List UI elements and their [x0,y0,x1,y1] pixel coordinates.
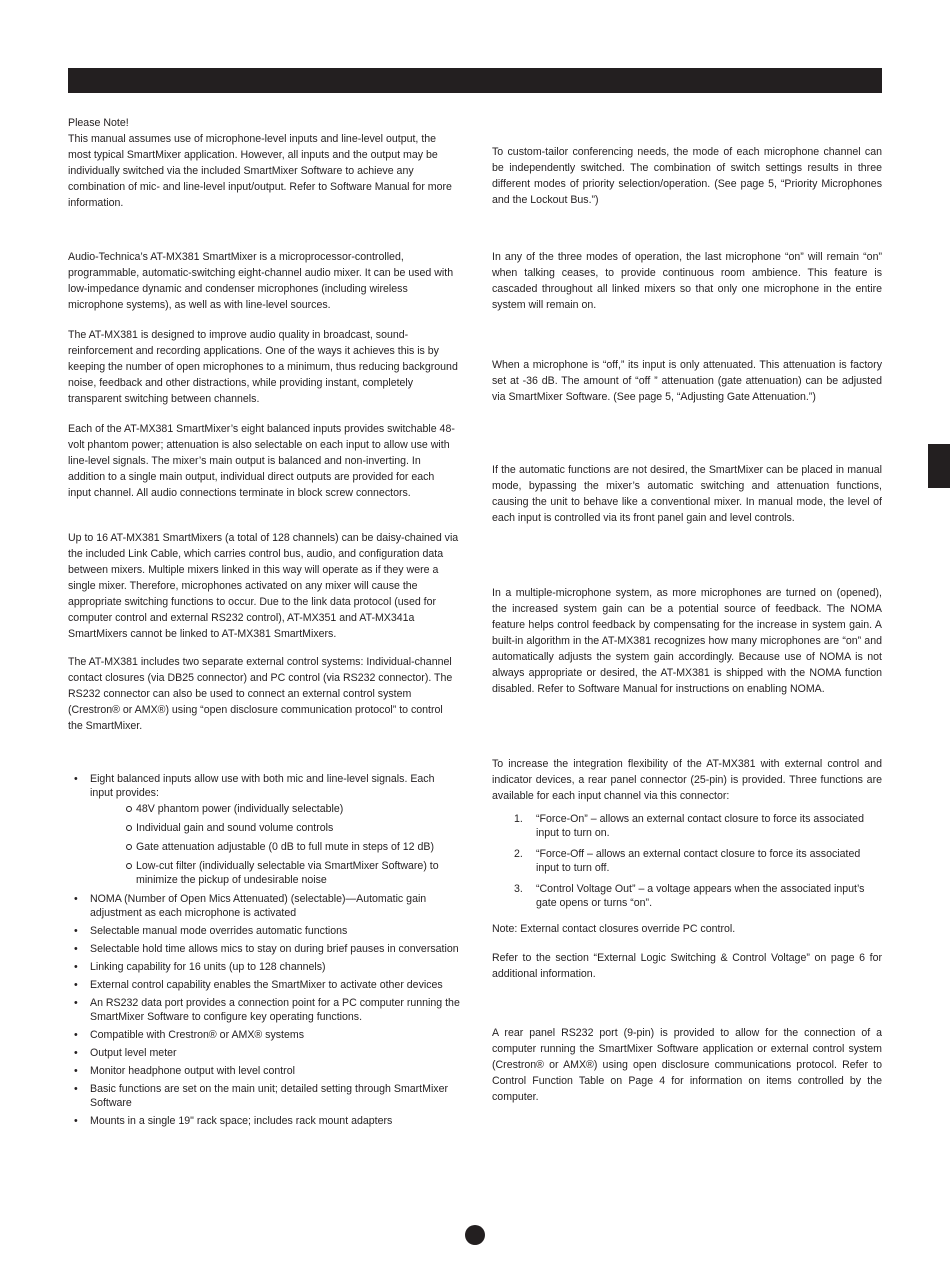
feature-subitem: Low-cut filter (individually selectable via SmartMixer Software) to minimize the pickup of undesirable noise [125,859,460,887]
override-note: Note: External contact closures override PC control. [492,923,736,935]
rs232-paragraph: A rear panel RS232 port (9-pin) is provided to allow for the connection of a computer running the SmartMixer Software application or external control system (Crestron® or AMX®) using open disclosure communications protocol. Refer to Control Function Table on Page 4 for information on items controlled by the computer. [492,1027,882,1103]
feature-item: • NOMA (Number of Open Mics Attenuated) (selectable)—Automatic gain adjustment as each microphone is activated [68,892,460,920]
inputs-paragraph: Each of the AT-MX381 SmartMixer’s eight balanced inputs provides switchable 48-volt phantom power; attenuation is also selectable on each input to allow use with line-level signals. The mixer’s main output is balanced and non-inverting. In addition to a single main output, individual direct outputs are provided for each input channel. All audio connections terminate in block screw connectors. [68,423,455,499]
function-item: 1. “Force-On” – allows an external contact closure to force its associated input to turn on. [514,813,864,839]
last-mic-paragraph: In any of the three modes of operation, the last microphone “on” will remain “on” when talking ceases, to provide continuous room ambience. This feature is cascaded throughout all linked mixers so that only one microphone in the entire system will remain on. [492,251,882,311]
feature-item: • Eight balanced inputs allow use with both mic and line-level signals. Each input provides: 48V phantom power (individually selectable) Individual gain and sound volume controls Gate attenuation adjustable (0 dB to full mute in steps of 12 dB) Low-cut filter (individually selectable via SmartMixer Software) to minimize the pickup of undesirable noise [68,772,460,887]
note-heading: Please Note! [68,117,129,129]
noma-paragraph: In a multiple-microphone system, as more microphones are turned on (opened), the increased system gain can be a potential source of feedback. The NOMA feature helps control feedback by compensating for the increase in system gain. A built-in algorithm in the AT-MX381 recognizes how many microphones are “on” and automatically adjusts the system gain accordingly. Because use of NOMA is not always appropriate or desired, the AT-MX381 is shipped with the NOMA function disabled. Refer to Software Manual for instructions on enabling NOMA. [492,587,882,695]
design-paragraph: The AT-MX381 is designed to improve audio quality in broadcast, sound-reinforcement and recording applications. One of the ways it achieves this is by keeping the number of open microphones to a minimum, thus reducing background noise, feedback and other distractions, while providing instant, completely transparent switching between channels. [68,329,458,405]
refer-paragraph: Refer to the section “External Logic Switching & Control Voltage” on page 6 for additional information. [492,952,882,980]
feature-item: • Output level meter [68,1046,460,1060]
function-item: 3. “Control Voltage Out” – a voltage appears when the associated input’s gate opens or turns “on”. [514,883,865,909]
feature-item: • Selectable manual mode overrides automatic functions [68,924,460,938]
feature-item: • Compatible with Crestron® or AMX® systems [68,1028,460,1042]
priority-paragraph: To custom-tailor conferencing needs, the mode of each microphone channel can be independently switched. The combination of switch settings results in three different modes of priority selection/operation. (See page 5, “Priority Microphones and the Lockout Bus.”) [492,146,882,206]
feature-subitem: Gate attenuation adjustable (0 dB to full mute in steps of 12 dB) [125,840,460,854]
section-tab [928,444,950,488]
attenuation-paragraph: When a microphone is “off,” its input is only attenuated. This attenuation is factory set at -36 dB. The amount of “off ” attenuation (gate attenuation) can be adjusted via SmartMixer Software. (See page 5, “Adjusting Gate Attenuation.”) [492,359,882,403]
function-item: 2. “Force-Off – allows an external contact closure to force its associated input to turn off. [514,848,861,874]
feature-item: • Selectable hold time allows mics to stay on during brief pauses in conversation [68,942,460,956]
features-list [68,772,460,1132]
feature-item: • Mounts in a single 19" rack space; includes rack mount adapters [68,1114,460,1128]
feature-item: • Linking capability for 16 units (up to 128 channels) [68,960,460,974]
please-note-block [68,115,460,211]
feature-item: • Monitor headphone output with level control [68,1064,460,1078]
intro-paragraph: Audio-Technica’s AT-MX381 SmartMixer is a microprocessor-controlled, programmable, automatic-switching eight-channel audio mixer. It can be used with low-impedance dynamic and condenser microphones (including wireless microphone systems), as well as with line-level sources. [68,251,454,311]
feature-subitem: Individual gain and sound volume controls [125,821,460,835]
control-paragraph: The AT-MX381 includes two separate external control systems: Individual-channel contact closures (via DB25 connector) and PC control (via RS232 connector). The RS232 connector can also be used to connect an external control system (Crestron® or AMX®) using “open disclosure communication protocol” to control the SmartMixer. [68,656,453,732]
feature-subitem: 48V phantom power (individually selectable) [125,802,460,816]
feature-item: • An RS232 data port provides a connection point for a PC computer running the SmartMixer Software to configure key operating functions. [68,996,460,1024]
page-number-dot [465,1225,485,1245]
feature-item: • Basic functions are set on the main unit; detailed setting through SmartMixer Software [68,1082,460,1110]
functions-list [492,812,882,917]
header-bar [68,68,882,93]
manual-mode-paragraph: If the automatic functions are not desired, the SmartMixer can be placed in manual mode, bypassing the mixer’s automatic switching and attenuation functions, causing the unit to behave like a conventional mixer. In manual mode, the level of each input is controlled via its front panel gain and level controls. [492,464,882,524]
linking-paragraph: Up to 16 AT-MX381 SmartMixers (a total of 128 channels) can be daisy-chained via the included Link Cable, which carries control bus, audio, and configuration data between mixers. Multiple mixers linked in this way will operate as if they were a single mixer. Therefore, microphones activated on any mixer will cause the appropriate switching functions to occur. Due to the link data protocol (used for computer control and external RS232 control), AT-MX351 and AT-MX341a SmartMixers cannot be linked to AT-MX381 SmartMixers. [68,532,459,640]
external-connector-paragraph: To increase the integration flexibility of the AT-MX381 with external control and indicator devices, a rear panel connector (25-pin) is provided. Three functions are available for each input channel via this connector: [492,758,882,802]
feature-sublist [90,802,460,887]
note-text: This manual assumes use of microphone-level inputs and line-level output, the most typical SmartMixer application. However, all inputs and the output may be individually switched via the included SmartMixer Software to achieve any combination of mic- and line-level input/output. Refer to Software Manual for more information. [68,133,452,209]
feature-item: • External control capability enables the SmartMixer to activate other devices [68,978,460,992]
